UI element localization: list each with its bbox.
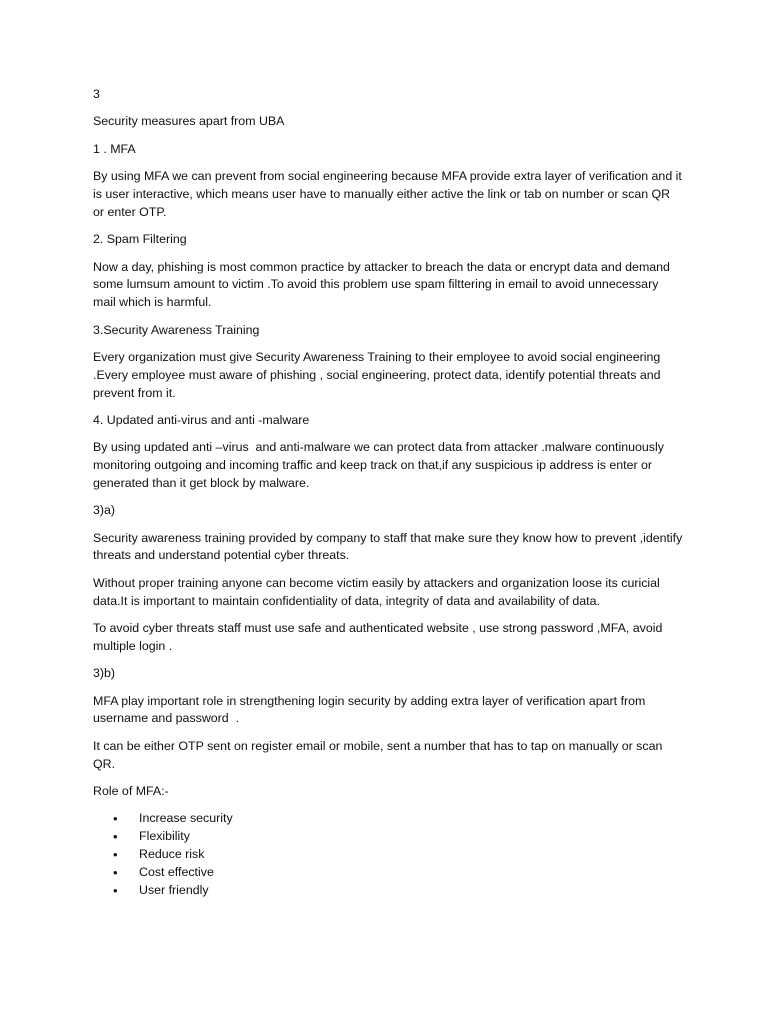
list-item	[93, 828, 683, 846]
question-number: 3	[93, 87, 100, 101]
bullet-icon: •	[113, 864, 118, 880]
paragraph-spam-filtering: Now a day, phishing is most common practice by attacker to breach the data or encrypt data and demand some lumsum amount to victim .To avoid this problem use spam filttering in email to avoid unnecessary mail which is harmful.	[93, 259, 674, 310]
bullet-icon: •	[113, 829, 118, 845]
paragraph-3b-1: MFA play important role in strengthening login security by adding extra layer of verification apart from username and password .	[93, 693, 649, 726]
paragraph-3a-1: Security awareness training provided by company to staff that make sure they know how to prevent ,identify threats and understand potential cyber threats.	[93, 530, 686, 563]
list-item-text: Flexibility	[139, 829, 190, 844]
paragraph-3b-2: It can be either OTP sent on register email or mobile, sent a number that has to tap on manually or scan QR.	[93, 738, 666, 771]
role-of-mfa-heading: Role of MFA:-	[93, 784, 169, 798]
list-item-text: Cost effective	[139, 864, 214, 879]
section-heading: Security measures apart from UBA	[93, 114, 285, 129]
paragraph-mfa: By using MFA we can prevent from social engineering because MFA provide extra layer of verification and it is user interactive, which means user have to manually either active the link or tab on number or scan QR or enter OTP.	[93, 169, 686, 219]
question-3b-label: 3)b)	[93, 666, 116, 681]
list-item	[93, 864, 683, 882]
bullet-icon: •	[113, 811, 118, 827]
bullet-icon: •	[113, 882, 118, 898]
list-item	[93, 810, 683, 828]
paragraph-antivirus: By using updated anti –virus and anti-malware we can protect data from attacker .malware continuously monitoring outgoing and incoming traffic and keep track on that,if any suspicious ip address is enter or generated than it get block by malware.	[93, 440, 668, 490]
role-of-mfa-list	[93, 810, 683, 899]
list-item	[93, 846, 683, 864]
list-item-text: User friendly	[139, 882, 209, 897]
subheading-security-awareness: 3.Security Awareness Training	[93, 322, 260, 337]
paragraph-3a-3: To avoid cyber threats staff must use safe and authenticated website , use strong password ,MFA, avoid multiple login .	[93, 621, 666, 653]
subheading-spam-filtering: 2. Spam Filtering	[93, 232, 187, 247]
list-item-text: Increase security	[139, 811, 233, 826]
subheading-antivirus: 4. Updated anti-virus and anti -malware	[93, 412, 310, 427]
list-item-text: Reduce risk	[139, 846, 205, 861]
document-page	[93, 86, 686, 899]
subheading-mfa: 1 . MFA	[93, 141, 136, 156]
paragraph-security-awareness: Every organization must give Security Awareness Training to their employee to avoid social engineering .Every employee must aware of phishing , social engineering, protect data, identify potential threats and prevent from it.	[93, 349, 664, 400]
bullet-icon: •	[113, 846, 118, 862]
question-3a-label: 3)a)	[93, 503, 116, 518]
list-item	[93, 882, 683, 900]
paragraph-3a-2: Without proper training anyone can become victim easily by attackers and organization loose its curicial data.It is important to maintain confidentiality of data, integrity of data and availability of data.	[93, 575, 664, 608]
